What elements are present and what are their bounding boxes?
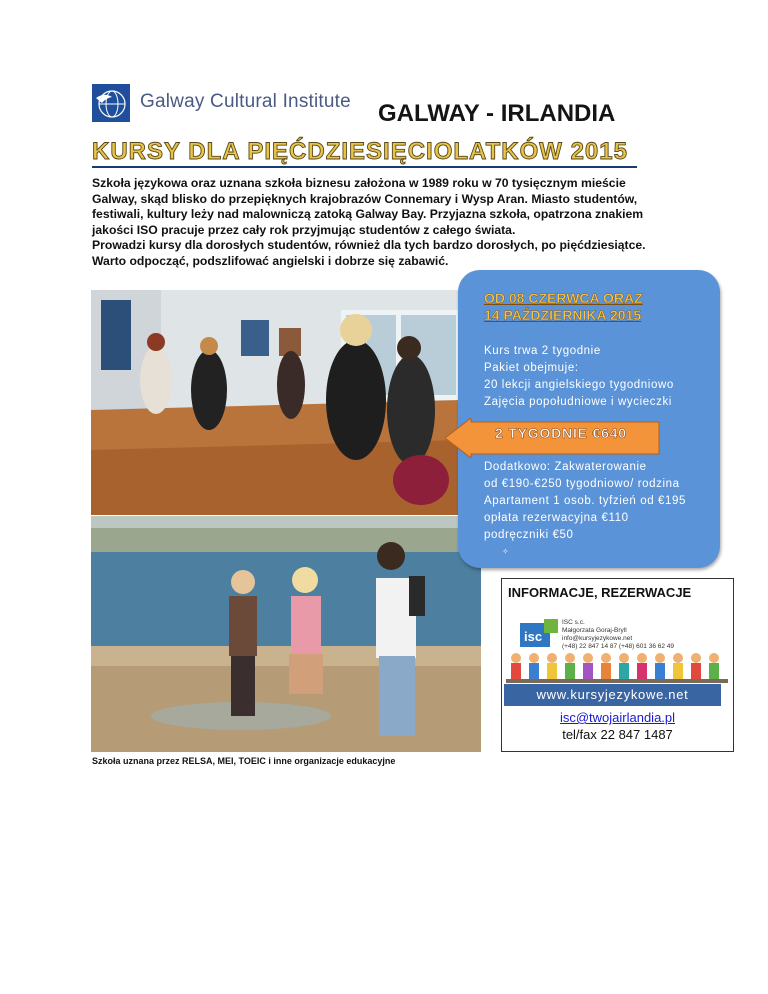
intro-line: Galway, skąd blisko do przepięknych krajobrazów Connemary i Wysp Aran. Miasto studentów, <box>92 191 638 206</box>
intro-paragraph <box>92 176 692 270</box>
website-bar <box>504 684 721 706</box>
isc-line: Małgorzata Goraj-Bryll <box>562 627 627 634</box>
page-headline: KURSY DLA PIĘĆDZIESIĘCIOLATKÓW 2015 <box>92 138 628 165</box>
price-label: 2 TYGODNIE €640 <box>495 425 627 441</box>
extra-cost-line: Apartament 1 osob. tyfzień od €195 <box>484 495 686 507</box>
intro-line: Warto odpocząć, podszlifować angielski i dobrze się zabawić. <box>92 253 449 268</box>
extra-cost-line: opłata rezerwacyjna €110 <box>484 512 629 524</box>
isc-line: (+48) 22 847 14 87 (+48) 601 36 62 49 <box>562 643 675 650</box>
isc-logo <box>520 619 558 649</box>
extra-cost-line: podręczniki €50 <box>484 529 574 541</box>
phone-number: tel/fax 22 847 1487 <box>562 727 673 742</box>
extra-cost-line: od €190-€250 tygodniowo/ rodzina <box>484 478 680 490</box>
institute-logo <box>92 84 352 122</box>
headline-underline <box>92 166 637 168</box>
extra-costs <box>484 459 686 544</box>
isc-line: info@kursyjezykowe.net <box>562 635 633 642</box>
course-detail-line: Zajęcia popołudniowe i wycieczki <box>484 396 672 408</box>
intro-line: Prowadzi kursy dla dorosłych studentów, również dla tych bardzo dorosłych, po pięćdziesiątce. <box>92 238 646 253</box>
course-detail-line: 20 lekcji angielskiego tygodniowo <box>484 379 674 391</box>
isc-contact-lines <box>562 619 674 651</box>
location-title: GALWAY - IRLANDIA <box>378 100 616 127</box>
course-details <box>484 343 674 411</box>
website-link[interactable]: www.kursyjezykowe.net <box>536 687 689 702</box>
course-detail-line: Kurs trwa 2 tygodnie <box>484 345 601 357</box>
dance-class-photo <box>91 290 461 515</box>
contact-box <box>501 578 734 752</box>
beach-walk-photo <box>91 516 481 752</box>
course-dates <box>484 290 643 324</box>
accreditation-note: Szkoła uznana przez RELSA, MEI, TOEIC i inne organizacje edukacyjne <box>92 756 396 766</box>
course-detail-line: Pakiet obejmuje: <box>484 362 579 374</box>
globe-bird-icon <box>92 84 130 122</box>
contact-title: INFORMACJE, REZERWACJE <box>508 585 692 600</box>
people-illustration <box>506 651 728 687</box>
isc-logo-text: isc <box>524 629 543 644</box>
intro-line: Szkoła językowa oraz uznana szkoła biznesu założona w 1989 roku w 70 tysięcznym mieście <box>92 176 626 190</box>
intro-line: festiwali, kultury leży nad malowniczą zatoką Galway Bay. Przyjazna szkoła, opatrzona znakiem <box>92 207 644 222</box>
intro-line: jakości ISO pracuje przez cały rok przyjmując studentów z całego świata. <box>92 222 516 237</box>
course-date-line: 14 PAŹDZIERNIKA 2015 <box>484 307 642 323</box>
course-date-line: OD 08 CZERWCA ORAZ <box>484 290 643 306</box>
logo-text: Galway Cultural Institute <box>140 91 351 112</box>
bullet-icon: ✧ <box>502 547 509 556</box>
isc-line: ISC s.c. <box>562 619 585 626</box>
email-link[interactable]: isc@twojairlandia.pl <box>559 710 676 725</box>
extra-cost-line: Dodatkowo: Zakwaterowanie <box>484 461 647 473</box>
